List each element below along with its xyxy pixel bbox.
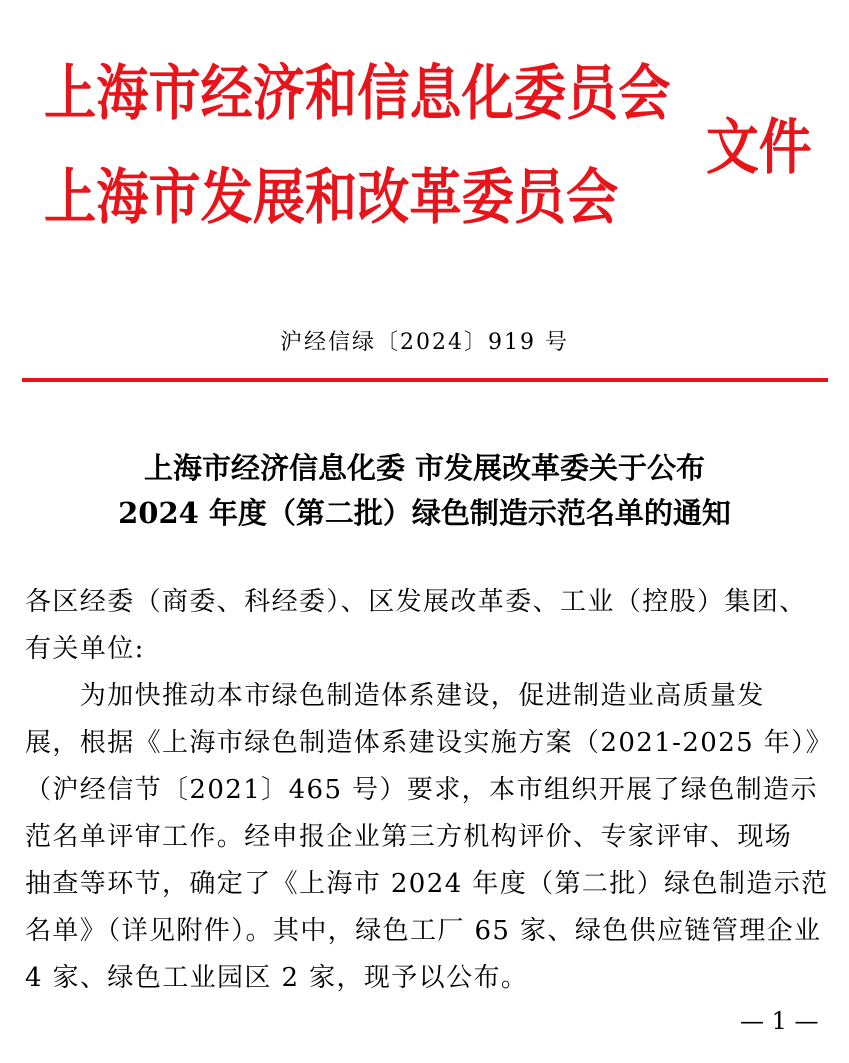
- body-line: （沪经信节〔2021〕465 号）要求，本市组织开展了绿色制造示: [25, 775, 818, 805]
- document-number: 沪经信绿〔2024〕919 号: [280, 330, 569, 355]
- issuing-org-2: 上海市发展和改革委员会: [44, 163, 619, 233]
- red-divider-line: [22, 378, 828, 382]
- document-header: [0, 0, 849, 290]
- body-line: 抽查等环节，确定了《上海市 2024 年度（第二批）绿色制造示范: [25, 869, 829, 899]
- document-title-line-1: 上海市经济信息化委 市发展改革委关于公布: [143, 451, 706, 485]
- body-line: 有关单位:: [25, 634, 145, 664]
- body-line: 4 家、绿色工业园区 2 家，现予以公布。: [25, 963, 529, 993]
- page-number: — 1 —: [740, 1007, 819, 1035]
- body-line: 范名单评审工作。经申报企业第三方机构评价、专家评审、现场: [25, 822, 793, 852]
- issuing-org-1: 上海市经济和信息化委员会: [44, 59, 671, 129]
- body-line: 名单》（详见附件）。其中，绿色工厂 65 家、绿色供应链管理企业: [25, 916, 822, 946]
- body-line: 为加快推动本市绿色制造体系建设，促进制造业高质量发: [25, 681, 765, 711]
- document-title-line-2: 2024 年度（第二批）绿色制造示范名单的通知: [118, 496, 731, 530]
- body-line: 各区经委（商委、科经委）、区发展改革委、工业（控股）集团、: [25, 587, 807, 617]
- body-line: 展，根据《上海市绿色制造体系建设实施方案（2021-2025 年）》: [25, 728, 833, 758]
- document-suffix: 文件: [706, 113, 812, 183]
